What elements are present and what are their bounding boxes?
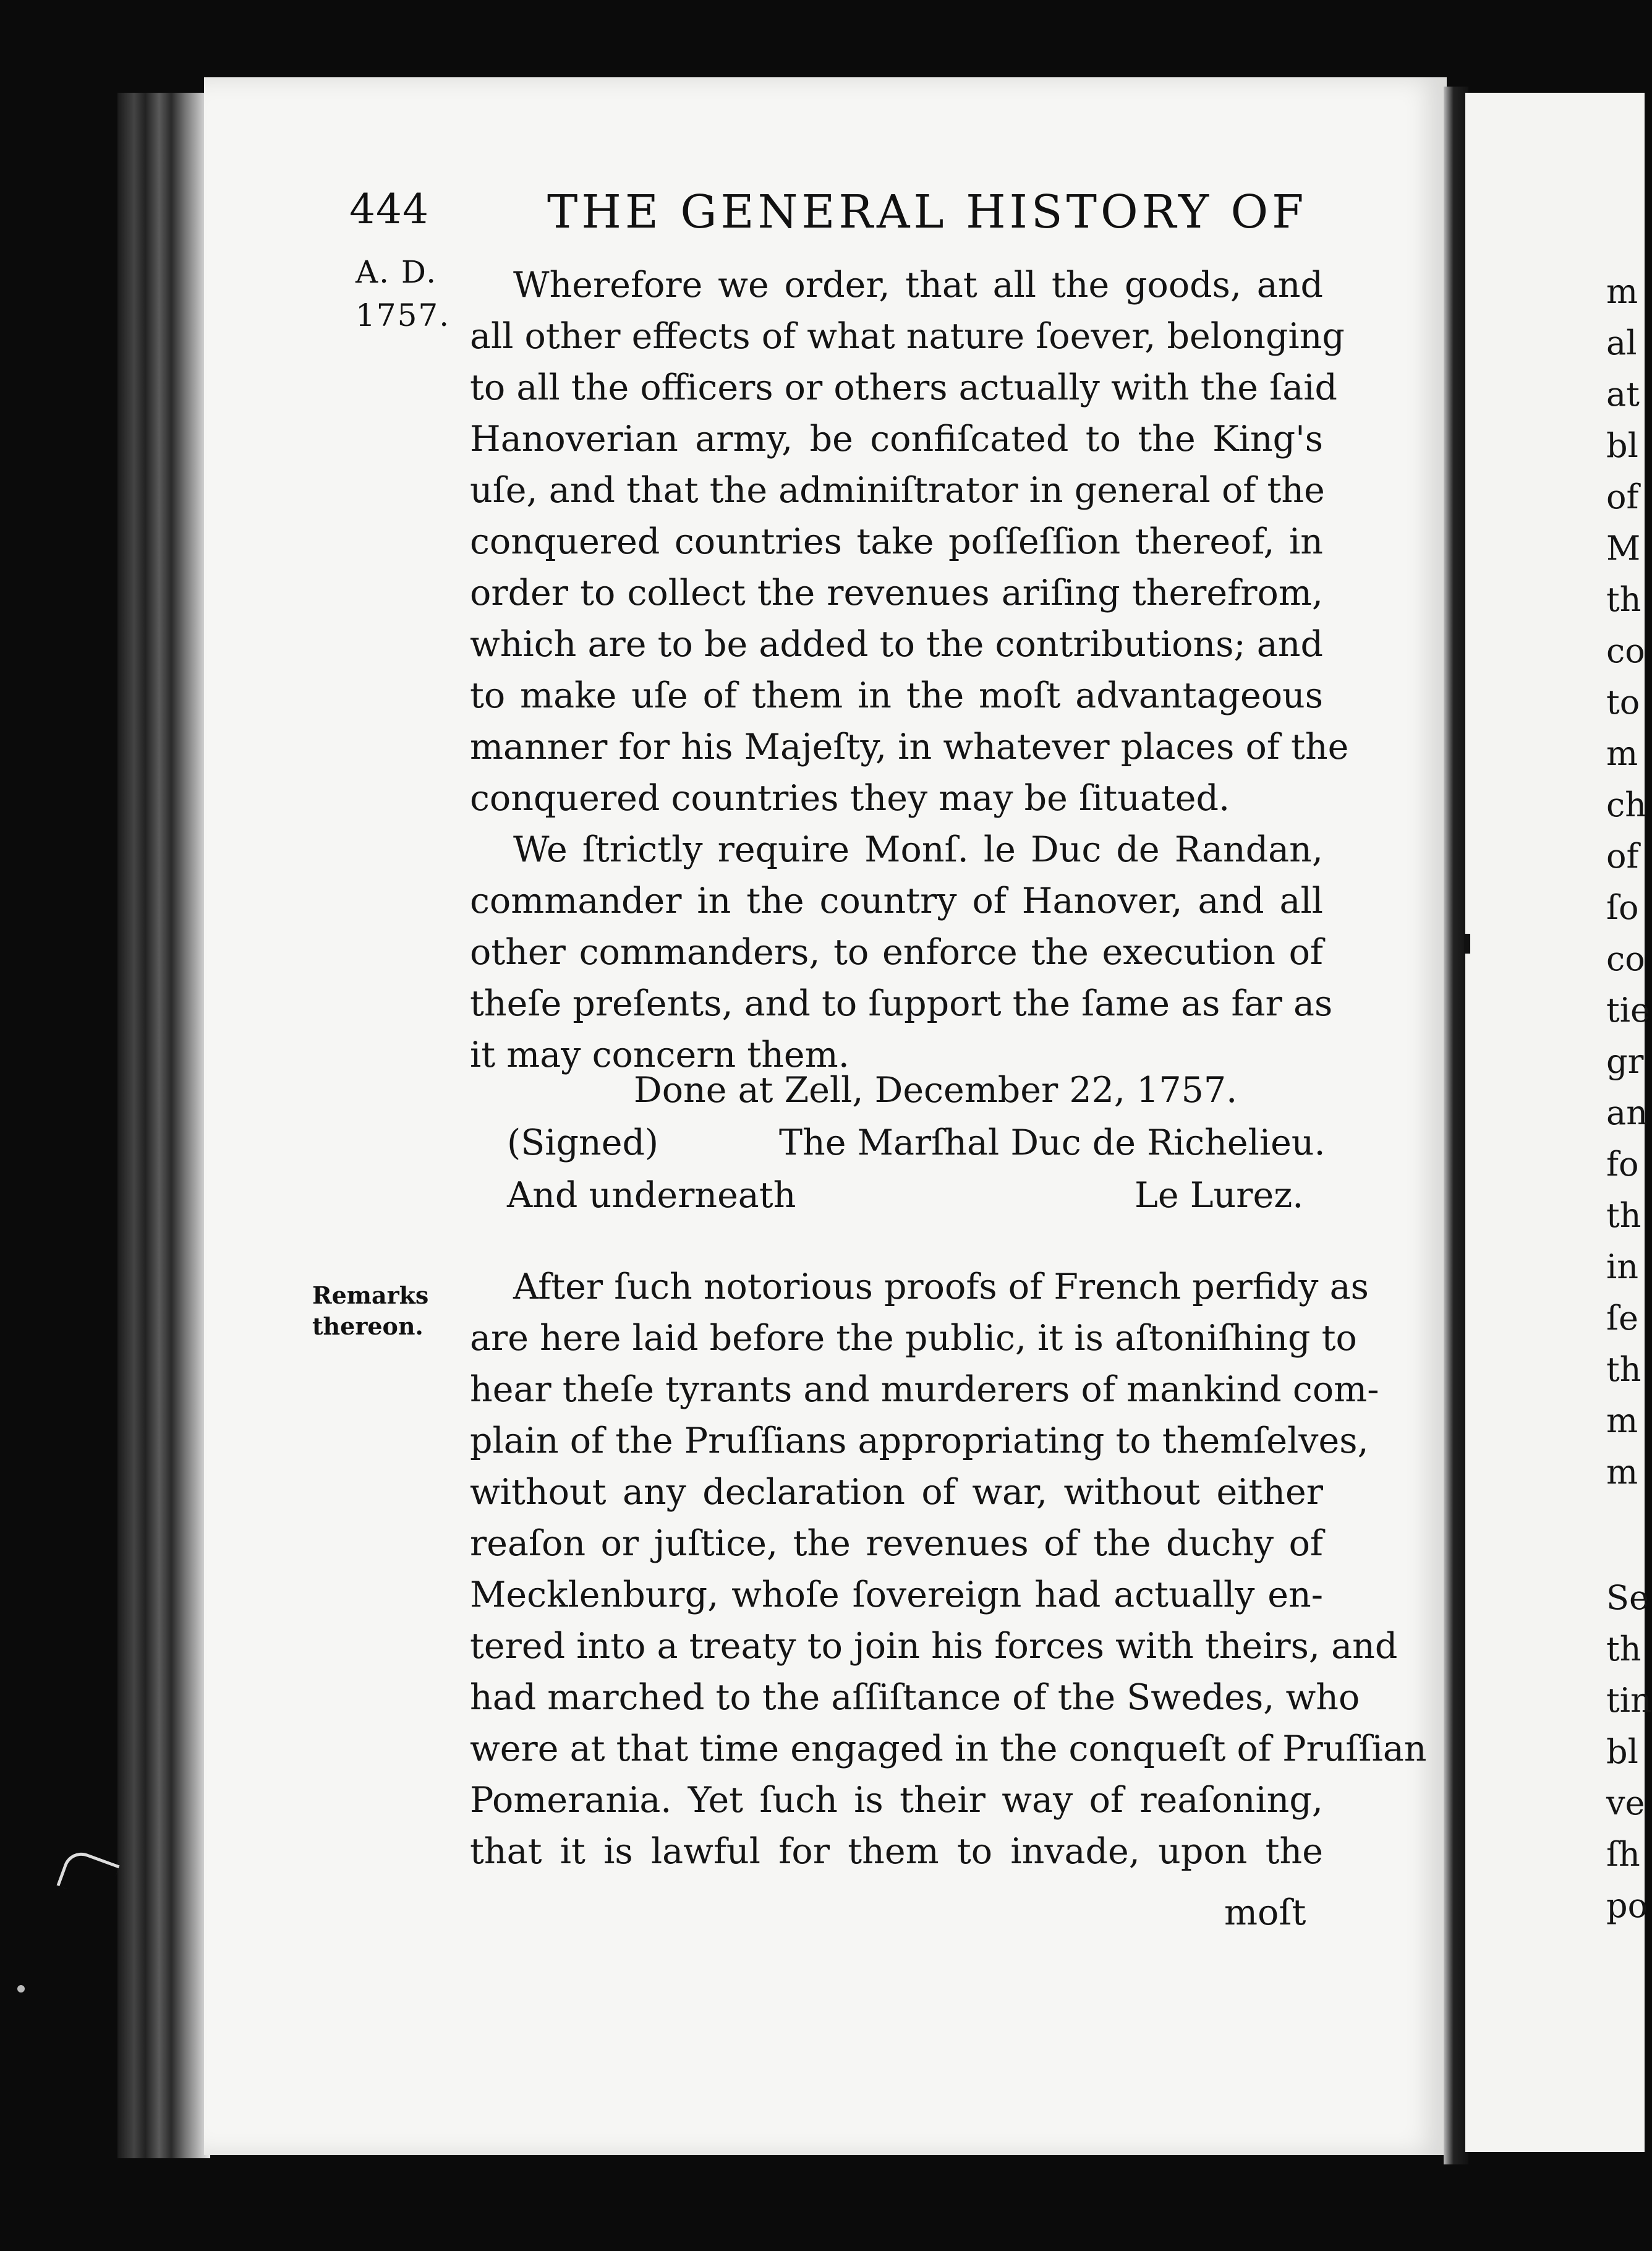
right-page-fragment: ſe bbox=[1606, 1299, 1638, 1338]
book-spine bbox=[117, 93, 210, 2158]
text-line: Mecklenburg, whoſe ſovereign had actually en- bbox=[470, 1574, 1323, 1615]
right-page-fragment: th bbox=[1606, 1350, 1641, 1389]
text-line: hear theſe tyrants and murderers of mankind com- bbox=[470, 1369, 1379, 1410]
signed-name: The Marſhal Duc de Richelieu. bbox=[779, 1122, 1326, 1163]
margin-year-line: A. D. bbox=[356, 254, 438, 290]
dated-line: Done at Zell, December 22, 1757. bbox=[634, 1070, 1238, 1111]
right-page-fragment: bl bbox=[1606, 426, 1638, 465]
speck bbox=[17, 1985, 25, 1993]
text-line: had marched to the aſſiſtance of the Swedes, who bbox=[470, 1677, 1360, 1718]
right-page-fragment: ch bbox=[1606, 785, 1647, 824]
text-line: Wherefore we order, that all the goods, and bbox=[513, 265, 1323, 305]
margin-note bbox=[312, 1280, 428, 1342]
text-line: After ſuch notorious proofs of French perfidy as bbox=[513, 1266, 1369, 1307]
right-page-fragment: in bbox=[1606, 1247, 1639, 1286]
right-page-fragment: tie bbox=[1606, 991, 1650, 1030]
margin-note-line: Remarks bbox=[312, 1281, 429, 1309]
right-page-fragment: M bbox=[1606, 529, 1641, 568]
right-page-fragment: at bbox=[1606, 375, 1640, 414]
underneath-name: Le Lurez. bbox=[1135, 1175, 1304, 1216]
right-page-fragment: m bbox=[1606, 734, 1638, 773]
text-line: conquered countries take poſſeſſion thereof, in bbox=[470, 521, 1323, 562]
right-page-fragment: th bbox=[1606, 580, 1641, 619]
text-line: which are to be added to the contributions; and bbox=[470, 624, 1323, 665]
margin-year bbox=[356, 250, 450, 337]
text-line: other commanders, to enforce the execution of bbox=[470, 932, 1323, 973]
right-page-fragment: co bbox=[1606, 631, 1645, 670]
right-page-fragment: co bbox=[1606, 939, 1645, 978]
right-page-fragment: tin bbox=[1606, 1681, 1652, 1720]
text-line: all other effects of what nature ſoever, belonging bbox=[470, 316, 1345, 357]
text-line: it may concern them. bbox=[470, 1035, 849, 1075]
text-line: were at that time engaged in the conqueſt of Pruſſian bbox=[470, 1728, 1427, 1769]
catchword-row bbox=[470, 1892, 1323, 1942]
margin-year-line: 1757. bbox=[356, 297, 451, 333]
right-page-fragment: of bbox=[1606, 837, 1639, 876]
text-line: commander in the country of Hanover, and all bbox=[470, 881, 1323, 921]
text-line: reaſon or juſtice, the revenues of the duchy of bbox=[470, 1523, 1323, 1564]
right-page-fragment: ſh bbox=[1606, 1835, 1640, 1874]
underneath-label: And underneath bbox=[507, 1175, 796, 1216]
right-page-fragment: m bbox=[1606, 1453, 1638, 1492]
text-line: uſe, and that the adminiſtrator in general of the bbox=[470, 470, 1325, 511]
page-number: 444 bbox=[349, 186, 429, 233]
paragraph-order bbox=[470, 260, 1349, 1081]
text-line: Hanoverian army, be confiſcated to the King's bbox=[470, 419, 1323, 459]
text-line: without any declaration of war, without either bbox=[470, 1472, 1323, 1513]
text-line: to all the officers or others actually with the ſaid bbox=[470, 367, 1337, 408]
right-page-fragment: Se bbox=[1606, 1578, 1649, 1617]
right-page-fragment: ve bbox=[1606, 1783, 1645, 1822]
right-page-fragment: of bbox=[1606, 477, 1639, 516]
ink-mark bbox=[1464, 934, 1470, 954]
right-page-fragment: ſo bbox=[1606, 888, 1639, 927]
text-line: order to collect the revenues ariſing therefrom, bbox=[470, 573, 1323, 613]
right-page-fragment: fo bbox=[1606, 1145, 1639, 1184]
scratch-mark bbox=[56, 1847, 119, 1903]
signed-label: (Signed) bbox=[507, 1122, 659, 1163]
running-head: THE GENERAL HISTORY OF bbox=[547, 186, 1308, 239]
paragraph-remarks bbox=[470, 1262, 1427, 1877]
page-header bbox=[349, 186, 1308, 254]
margin-note-line: thereon. bbox=[312, 1312, 424, 1340]
right-page-fragment: al bbox=[1606, 323, 1637, 362]
catchword: moſt bbox=[1224, 1892, 1306, 1933]
page-gutter bbox=[1444, 87, 1468, 2164]
text-line: theſe preſents, and to ſupport the ſame as far as bbox=[470, 983, 1333, 1024]
text-line: that it is lawful for them to invade, upon the bbox=[470, 1831, 1323, 1872]
signature-block bbox=[470, 1070, 1326, 1231]
right-page-fragment: m bbox=[1606, 272, 1638, 311]
right-page-fragment: th bbox=[1606, 1630, 1641, 1668]
right-page-fragment: th bbox=[1606, 1196, 1641, 1235]
text-line: plain of the Pruſſians appropriating to themſelves, bbox=[470, 1420, 1369, 1461]
right-page-fragment: m bbox=[1606, 1401, 1638, 1440]
text-line: We ſtrictly require Monſ. le Duc de Randan, bbox=[513, 829, 1323, 870]
text-line: are here laid before the public, it is aſtoniſhing to bbox=[470, 1318, 1357, 1359]
right-page-fragment: po bbox=[1606, 1886, 1648, 1925]
text-line: tered into a treaty to join his forces with theirs, and bbox=[470, 1626, 1398, 1667]
right-page-fragment: gr bbox=[1606, 1042, 1644, 1081]
text-line: manner for his Majeſty, in whatever places of the bbox=[470, 727, 1349, 767]
right-page-fragment: an bbox=[1606, 1093, 1648, 1132]
text-line: conquered countries they may be ſituated. bbox=[470, 778, 1230, 819]
right-page-fragment: bl bbox=[1606, 1732, 1638, 1771]
text-line: to make uſe of them in the moſt advantageous bbox=[470, 675, 1323, 716]
right-page-fragment: to bbox=[1606, 683, 1640, 722]
text-line: Pomerania. Yet ſuch is their way of reaſoning, bbox=[470, 1780, 1323, 1821]
